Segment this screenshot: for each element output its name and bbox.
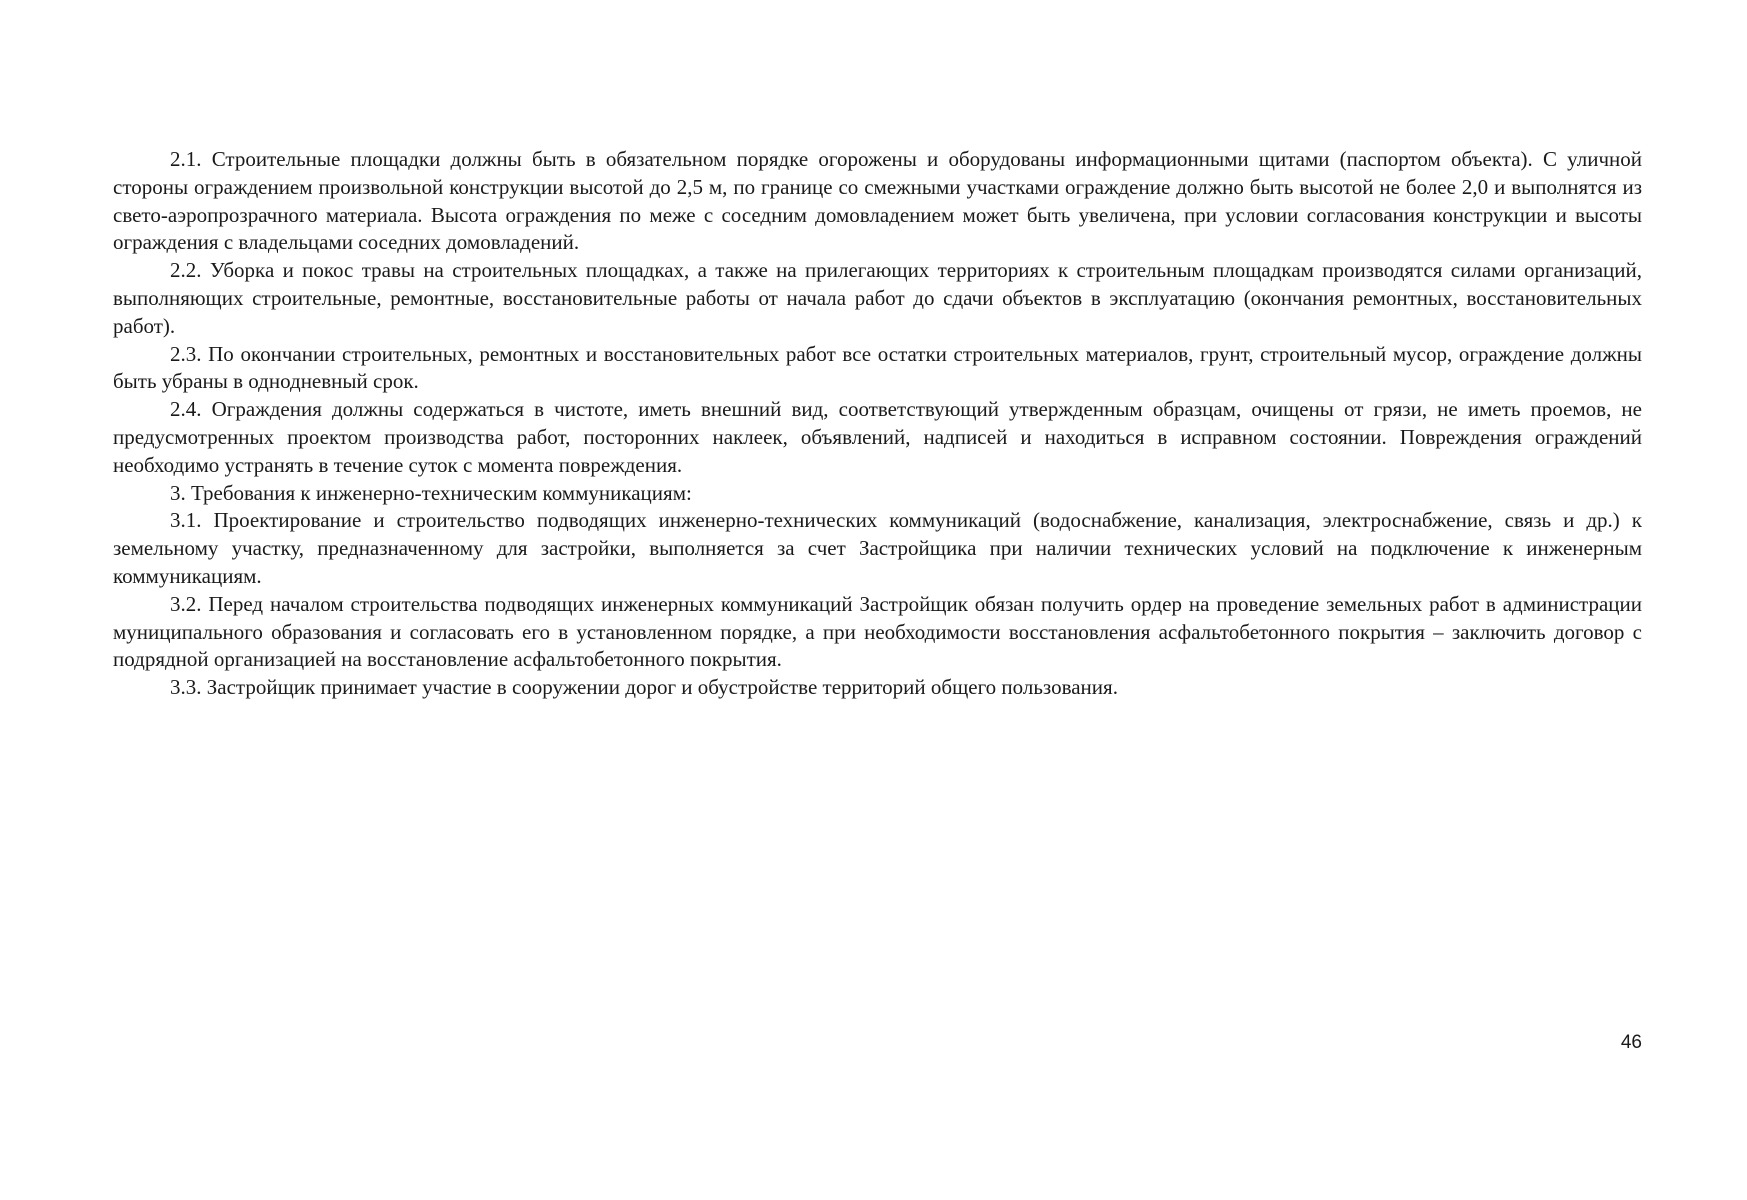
paragraph-3-1: 3.1. Проектирование и строительство подводящих инженерно-технических коммуникаций (водоснабжение, канализация, электроснабжение, связь и др.) к земельному участку, предназначенному для застройки, выполняется за счет Застройщика при наличии технических условий на подключение к инженерным коммуникациям. [113,508,1642,588]
paragraph-2-1: 2.1. Строительные площадки должны быть в обязательном порядке огорожены и оборудованы информационными щитами (паспортом объекта). С уличной стороны ограждением произвольной конструкции высотой до 2,5 м, по границе со смежными участками ограждение должно быть высотой не более 2,0 и выполнятся из свето-аэропрозрачного материала. Высота ограждения по меже с соседним домовладением может быть увеличена, при условии согласования конструкции и высоты ограждения с владельцами соседних домовладений. [113,147,1642,255]
paragraph-2-3: 2.3. По окончании строительных, ремонтных и восстановительных работ все остатки строительных материалов, грунт, строительный мусор, ограждение должны быть убраны в однодневный срок. [113,341,1642,394]
document-body [113,146,1642,702]
paragraph-3-3: 3.3. Застройщик принимает участие в сооружении дорог и обустройстве территорий общего пользования. [170,675,1118,700]
page-number: 46 [1620,1032,1642,1053]
paragraph-2-4: 2.4. Ограждения должны содержаться в чистоте, иметь внешний вид, соответствующий утвержденным образцам, очищены от грязи, не иметь проемов, не предусмотренных проектом производства работ, посторонних наклеек, объявлений, надписей и находиться в исправном состоянии. Повреждения ограждений необходимо устранять в течение суток с момента повреждения. [113,397,1642,477]
paragraph-2-2: 2.2. Уборка и покос травы на строительных площадках, а также на прилегающих территориях к строительным площадкам производятся силами организаций, выполняющих строительные, ремонтные, восстановительные работы от начала работ до сдачи объектов в эксплуатацию (окончания ремонтных, восстановительных работ). [113,258,1642,338]
paragraph-3-2: 3.2. Перед началом строительства подводящих инженерных коммуникаций Застройщик обязан получить ордер на проведение земельных работ в администрации муниципального образования и согласовать его в установленном порядке, а при необходимости восстановления асфальтобетонного покрытия – заключить договор с подрядной организацией на восстановление асфальтобетонного покрытия. [113,591,1642,672]
section-3-heading: 3. Требования к инженерно-техническим коммуникациям: [170,480,692,505]
